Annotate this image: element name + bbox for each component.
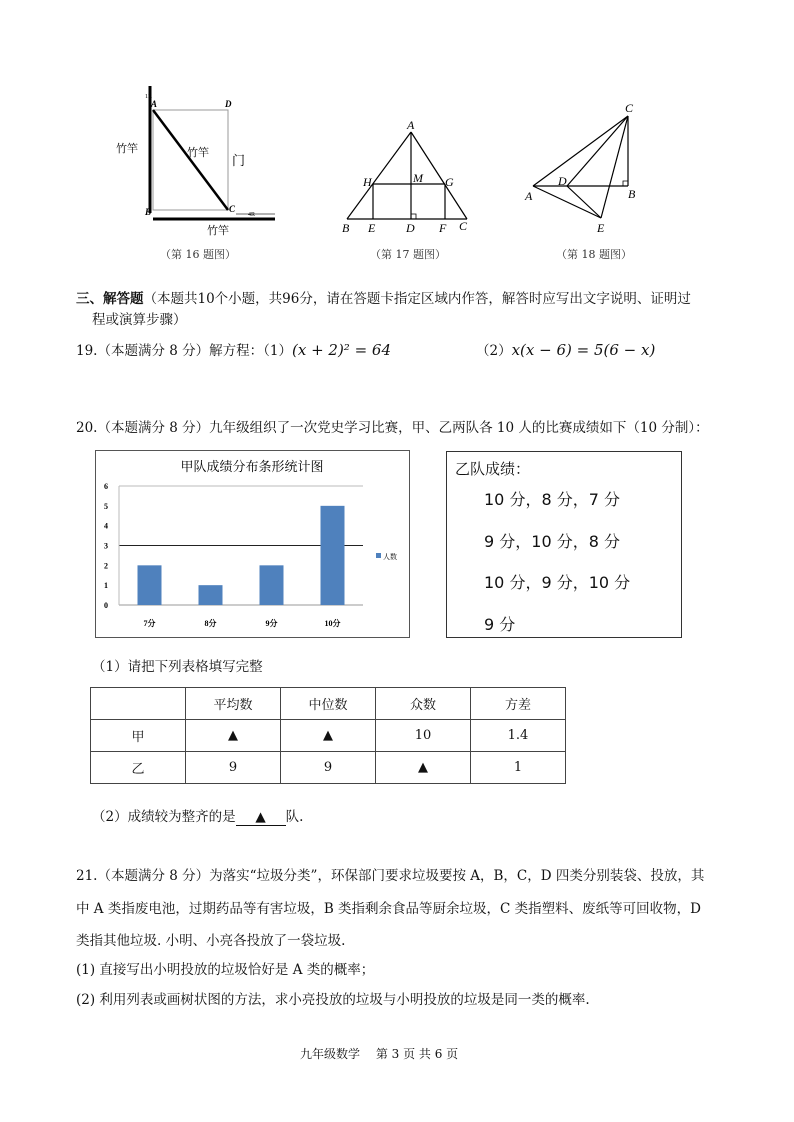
question-19-part2	[476, 339, 655, 359]
bar	[260, 565, 284, 605]
section-desc-cont: 程或演算步骤）	[92, 312, 187, 328]
page-footer: 九年级数学 第 3 页 共 6 页	[300, 1047, 459, 1061]
q19-p2: （2）	[476, 343, 512, 359]
y-tick-label: 6	[104, 482, 108, 491]
yi-scores-box	[446, 451, 682, 638]
q21-line: 中 A 类指废电池，过期药品等有害垃圾，B 类指剩余食品等厨余垃圾，C 类指塑料、废纸等可回收物，D	[76, 901, 701, 917]
table-row	[91, 752, 566, 784]
q21-line: 21.（本题满分 8 分）为落实“垃圾分类”，环保部门要求垃圾要按 A，B，C，D 四类分别装袋、投放，其	[76, 868, 705, 884]
q21-part1: (1) 直接写出小明投放的垃圾恰好是 A 类的概率；	[76, 962, 375, 978]
label-E: E	[597, 221, 605, 235]
x-tick-label: 9分	[265, 619, 278, 628]
q20-part2-suffix: 队.	[285, 809, 304, 825]
label-B: B	[628, 187, 636, 201]
figure-16-caption: （第 16 题图）	[160, 248, 236, 261]
y-tick-label: 4	[104, 521, 108, 531]
y-tick-label: 5	[104, 501, 108, 511]
table-cell: 1	[471, 752, 566, 784]
label-H: H	[363, 175, 372, 189]
label-top-gap: 1R	[145, 94, 153, 100]
figure-18-caption: （第 18 题图）	[556, 248, 632, 261]
legend-swatch	[376, 553, 381, 558]
stats-table	[90, 687, 566, 784]
label-B: B	[145, 207, 152, 217]
x-tick-label: 8分	[204, 619, 217, 628]
label-A: A	[525, 189, 533, 203]
y-tick-label: 1	[104, 581, 108, 591]
table-row	[91, 720, 566, 752]
yi-line: 9 分	[484, 615, 516, 634]
table-cell: 1.4	[471, 720, 566, 752]
q19-eq2: x(x − 6) = 5(6 − x)	[511, 341, 656, 359]
label-pole-bottom: 竹竿	[207, 225, 229, 237]
label-C: C	[229, 204, 236, 214]
table-cell: ▲	[376, 752, 471, 784]
bar	[199, 585, 223, 605]
section-heading: 三、解答题	[76, 291, 144, 307]
label-B: B	[342, 221, 350, 235]
bar-chart-svg	[96, 451, 409, 637]
table-cell: 10	[376, 720, 471, 752]
label-E: E	[368, 221, 376, 235]
bar	[321, 506, 345, 605]
q20-part2-prefix: （2）成绩较为整齐的是	[92, 809, 236, 825]
bar	[138, 565, 162, 605]
label-D: D	[558, 174, 567, 188]
figure-17	[0, 0, 794, 270]
table-header-cell: 中位数	[281, 688, 376, 720]
label-D: D	[225, 99, 232, 109]
table-cell: 甲	[91, 720, 186, 752]
label-M: M	[413, 171, 423, 185]
q21-part2: (2) 利用列表或画树状图的方法，求小亮投放的垃圾与小明投放的垃圾是同一类的概率.	[76, 992, 590, 1008]
label-right-gap: 4R	[248, 212, 256, 218]
legend-label: 人数	[383, 553, 397, 561]
bar-chart	[95, 450, 410, 638]
yi-box-title: 乙队成绩：	[455, 460, 531, 478]
section-desc: （本题共10个小题，共96分，请在答题卡指定区域内作答，解答时应写出文字说明、证明过	[143, 291, 691, 307]
table-cell: 9	[186, 752, 281, 784]
label-A: A	[407, 118, 415, 132]
label-G: G	[445, 175, 454, 189]
x-tick-label: 7分	[143, 619, 156, 628]
table-cell: 乙	[91, 752, 186, 784]
label-D: D	[406, 221, 415, 235]
table-cell: 9	[281, 752, 376, 784]
y-tick-label: 2	[104, 561, 108, 571]
chart-title: 甲队成绩分布条形统计图	[180, 459, 324, 474]
q20-part1: （1）请把下列表格填写完整	[92, 659, 263, 675]
question-20: 20.（本题满分 8 分）九年级组织了一次党史学习比赛，甲、乙两队各 10 人的比赛成绩如下（10 分制）：	[76, 420, 709, 436]
yi-line: 9 分，10 分，8 分	[484, 532, 620, 551]
yi-line: 10 分，8 分，7 分	[484, 490, 620, 509]
figure-17-caption: （第 17 题图）	[370, 248, 446, 261]
question-19	[76, 339, 391, 359]
table-header-cell	[91, 688, 186, 720]
label-C: C	[459, 219, 468, 233]
label-pole-left: 竹竿	[116, 143, 138, 155]
table-cell: ▲	[281, 720, 376, 752]
yi-line: 10 分，9 分，10 分	[484, 573, 631, 592]
label-F: F	[439, 221, 447, 235]
table-header-cell: 方差	[471, 688, 566, 720]
section-3-header	[76, 287, 691, 307]
x-tick-label: 10分	[324, 619, 341, 628]
label-door: 门	[232, 153, 246, 168]
q19-prefix: 19.（本题满分 8 分）解方程：（1）	[76, 343, 292, 359]
q20-part2-blank: ▲	[236, 809, 286, 826]
table-header-cell: 众数	[376, 688, 471, 720]
label-A: A	[151, 99, 158, 109]
q20-part2	[92, 805, 303, 826]
label-C: C	[625, 101, 634, 115]
y-tick-label: 3	[104, 541, 108, 551]
q21-line: 类指其他垃圾. 小明、小亮各投放了一袋垃圾.	[76, 933, 346, 949]
y-tick-label: 0	[104, 601, 108, 610]
q19-eq1: (x + 2)² = 64	[291, 341, 392, 359]
label-pole-diag: 竹竿	[187, 147, 209, 159]
table-cell: ▲	[186, 720, 281, 752]
table-header-cell: 平均数	[186, 688, 281, 720]
table-header-row	[91, 688, 566, 720]
